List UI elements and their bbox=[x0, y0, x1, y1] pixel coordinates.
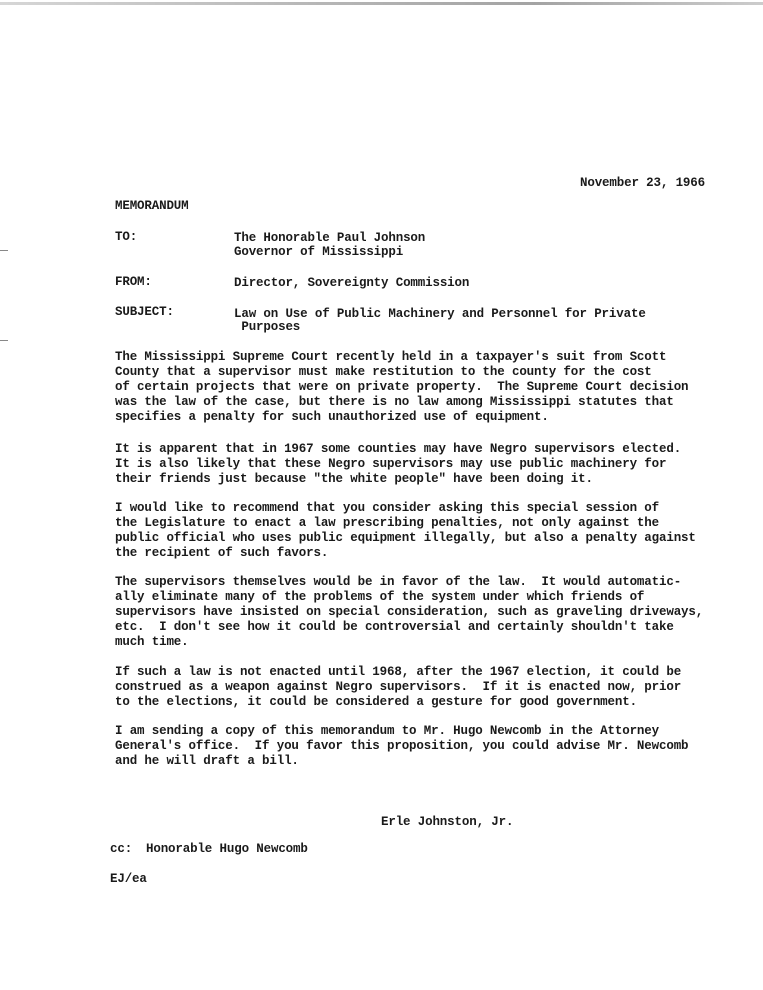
paragraph-line: etc. I don't see how it could be controversial and certainly shouldn't take bbox=[115, 620, 674, 634]
cc-value: Honorable Hugo Newcomb bbox=[146, 842, 308, 856]
paragraph-line: was the law of the case, but there is no law among Mississippi statutes that bbox=[115, 395, 674, 409]
body-paragraph-5 bbox=[115, 665, 715, 710]
subject-line-1: Law on Use of Public Machinery and Personnel for Private bbox=[234, 307, 646, 321]
to-line-2: Governor of Mississippi bbox=[234, 245, 404, 259]
memo-heading: MEMORANDUM bbox=[115, 199, 189, 213]
paragraph-line: specifies a penalty for such unauthorized use of equipment. bbox=[115, 410, 549, 424]
paragraph-line: I would like to recommend that you consider asking this special session of bbox=[115, 501, 659, 515]
signature: Erle Johnston, Jr. bbox=[381, 815, 514, 829]
paragraph-line: the Legislature to enact a law prescribing penalties, not only against the bbox=[115, 516, 659, 530]
paragraph-line: and he will draft a bill. bbox=[115, 754, 299, 768]
paragraph-line: It is also likely that these Negro supervisors may use public machinery for bbox=[115, 457, 667, 471]
paragraph-line: the recipient of such favors. bbox=[115, 546, 329, 560]
paragraph-line: to the elections, it could be considered a gesture for good government. bbox=[115, 695, 637, 709]
scan-margin-mark bbox=[0, 340, 8, 341]
from-value: Director, Sovereignty Commission bbox=[234, 276, 470, 290]
paragraph-line: I am sending a copy of this memorandum to Mr. Hugo Newcomb in the Attorney bbox=[115, 724, 659, 738]
to-label: TO: bbox=[115, 230, 138, 244]
cc-label: cc: bbox=[110, 842, 133, 856]
paragraph-line: their friends just because "the white people" have been doing it. bbox=[115, 472, 593, 486]
subject-line-2: Purposes bbox=[234, 320, 301, 334]
paragraph-line: The Mississippi Supreme Court recently held in a taxpayer's suit from Scott bbox=[115, 350, 667, 364]
paragraph-line: construed as a weapon against Negro supervisors. If it is enacted now, prior bbox=[115, 680, 682, 694]
to-line-1: The Honorable Paul Johnson bbox=[234, 231, 426, 245]
paragraph-line: If such a law is not enacted until 1968, after the 1967 election, it could be bbox=[115, 665, 682, 679]
body-paragraph-4 bbox=[115, 575, 715, 650]
paragraph-line: supervisors have insisted on special consideration, such as graveling driveways, bbox=[115, 605, 704, 619]
paragraph-line: much time. bbox=[115, 635, 189, 649]
paragraph-line: County that a supervisor must make restitution to the county for the cost bbox=[115, 365, 652, 379]
body-paragraph-3 bbox=[115, 501, 715, 561]
from-label: FROM: bbox=[115, 275, 152, 289]
paragraph-line: The supervisors themselves would be in favor of the law. It would automatic- bbox=[115, 575, 682, 589]
scan-margin-mark bbox=[0, 250, 8, 251]
paragraph-line: public official who uses public equipment illegally, but also a penalty against bbox=[115, 531, 696, 545]
scan-top-edge bbox=[0, 2, 763, 5]
typist-initials: EJ/ea bbox=[110, 872, 147, 886]
subject-label: SUBJECT: bbox=[115, 305, 174, 319]
paragraph-line: of certain projects that were on private property. The Supreme Court decision bbox=[115, 380, 689, 394]
paragraph-line: ally eliminate many of the problems of the system under which friends of bbox=[115, 590, 645, 604]
body-paragraph-1 bbox=[115, 350, 715, 425]
memo-date: November 23, 1966 bbox=[580, 176, 705, 190]
paragraph-line: General's office. If you favor this proposition, you could advise Mr. Newcomb bbox=[115, 739, 689, 753]
paragraph-line: It is apparent that in 1967 some counties may have Negro supervisors elected. bbox=[115, 442, 682, 456]
body-paragraph-2 bbox=[115, 442, 715, 487]
body-paragraph-6 bbox=[115, 724, 715, 769]
